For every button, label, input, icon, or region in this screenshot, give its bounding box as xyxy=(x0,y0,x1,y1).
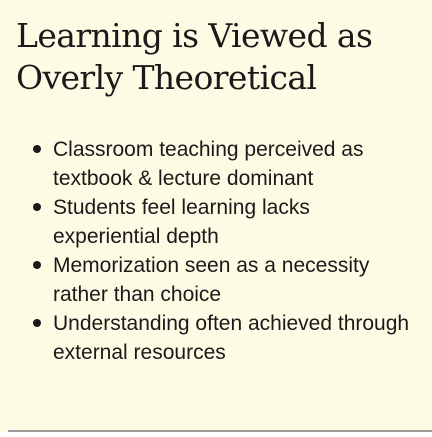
bullet-item xyxy=(33,251,419,309)
bullet-text: Memorization seen as a necessity rather than choice xyxy=(53,254,370,306)
bottom-divider xyxy=(8,430,432,432)
bullet-dot-icon xyxy=(33,203,41,211)
bullet-item xyxy=(33,135,419,193)
bullet-text: Classroom teaching perceived as textbook & lecture dominant xyxy=(53,138,364,190)
bullet-dot-icon xyxy=(33,319,41,327)
bullet-text: Students feel learning lacks experiential depth xyxy=(53,196,310,248)
bullet-text: Understanding often achieved through external resources xyxy=(53,312,410,364)
bullet-dot-icon xyxy=(33,261,41,269)
bullet-list xyxy=(33,135,419,367)
bullet-item xyxy=(33,309,419,367)
slide-title: Learning is Viewed as Overly Theoretical xyxy=(16,16,373,97)
bullet-dot-icon xyxy=(33,145,41,153)
bullet-item xyxy=(33,193,419,251)
